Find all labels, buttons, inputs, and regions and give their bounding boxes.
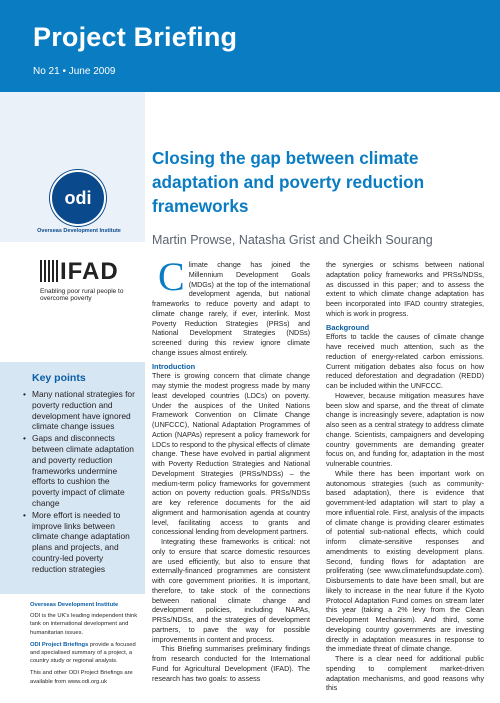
body-paragraph: There is a clear need for additional public spending to complement market-driven adaptation mechanisms, and good reasons why this — [326, 654, 484, 693]
article-title: Closing the gap between climate adaptation and poverty reduction frameworks — [152, 148, 425, 216]
key-point-item: • Gaps and disconnects between climate adaptation and poverty reduction frameworks undermine efforts to cushion the poverty impact of climate change — [32, 433, 137, 509]
key-points-heading: Key points — [32, 372, 86, 384]
ifad-name: IFAD — [60, 258, 119, 285]
series-title: Project Briefing — [33, 22, 238, 52]
article-authors: Martin Prowse, Natasha Grist and Cheikh Sourang — [152, 233, 433, 247]
about-briefings-label: ODI Project Briefings — [30, 641, 89, 648]
body-paragraph: Integrating these frameworks is critical: not only to ensure that scarce domestic resources are used efficiently, but also to ensure that externally-financed programmes are consistent with core government priorities. It is important, therefore, to take stock of the connections between national climate change and development policies, including NAPAs, PRSs/NDSs, and the strategies of development partners, to pave the way for possible improvements in content and process. — [152, 537, 310, 644]
about-availability: This and other ODI Project Briefings are available from www.odi.org.uk — [30, 670, 133, 685]
about-text: ODI is the UK's leading independent think tank on international development and humanitarian issues. — [30, 613, 138, 636]
body-paragraph: There is growing concern that climate change may stymie the modest progress made by many least developed countries (LDCs) on poverty. Under the auspices of the United Nations Framework Convention on Climate Change (UNFCCC), National Adaptation Programmes of Action (NAPAs) represent a policy framework for LDCs to respond to the physical effects of climate change. These have evolved in partial alignment with Poverty Reduction Strategies and National Development Strategies (PRSs/NDSs) – the medium-term policy frameworks for government action on poverty reduction goals. PRSs/NDSs are key reference documents for the aid alignment and harmonisation agenda at country level, facilitating access to grants and concessional lending from development partners. — [152, 371, 310, 537]
ifad-bars-icon — [40, 260, 58, 282]
body-paragraph: This Briefing summarises preliminary findings from research conducted for the International Fund for Agricultural Development (IFAD). The research has two goals: to assess — [152, 644, 310, 683]
ifad-logo — [40, 258, 140, 302]
body-paragraph: However, because mitigation measures have been slow and sparse, and the threat of climate change is increasingly severe, adaptation is now also seen as a central strategy to address climate change. Scientists, campaigners and developing country governments are demanding greater focus on, and funding for, adaptation in the most vulnerable countries. — [326, 390, 484, 468]
ifad-tagline: Enabling poor rural people to overcome poverty — [40, 288, 124, 302]
odi-logo-caption: Overseas Development Institute — [37, 228, 121, 234]
intro-paragraph: Climate change has joined the Millennium Development Goals (MDGs) at the top of the international development agenda, but national frameworks to reduce poverty and adapt to climate change rarely, if ever, interlink. Most Poverty Reduction Strategies (PRSs) and National Development Strategies (NDSs) screened during this review ignore climate change issues almost entirely. — [152, 254, 310, 357]
body-paragraph: the synergies or schisms between national adaptation policy frameworks and PRSs/NDSs, as discussed in this paper; and to assess the extent to which climate change adaptation has been incorporated into IFAD country strategies, which is work in progress. — [326, 260, 484, 318]
drop-cap: C — [158, 254, 185, 299]
about-heading: Overseas Development Institute — [30, 602, 119, 608]
key-point-item: • Many national strategies for poverty reduction and development have ignored climate change issues — [32, 389, 137, 432]
body-paragraph: Efforts to tackle the causes of climate change have received much attention, such as the reduction of energy-related carbon emissions. Current mitigation debates also focus on how reduced deforestation and degradation (REDD) can be included within the UNFCCC. — [326, 332, 484, 390]
body-paragraph: While there has been important work on autonomous strategies (such as community-based adaptation), there is evidence that government-led adaptation will start to play a more influential role. First, analysis of the impacts of climate change is providing clearer estimates of potential sub-national effects, which could inform climate-sensitive responses and amendments to existing development plans. Second, funding flows for adaptation are proliferating (see www.climatefundsupdate.com). Disbursements to date have been small, but are likely to increase in the near future if the Kyoto Protocol Adaptation Fund comes on stream later this year (taking a 2% levy from the Clean Development Mechanism). And third, some developing country governments are investing directly in adaptation measures in response to the immediate threat of climate change. — [326, 468, 484, 654]
header-banner — [0, 0, 500, 92]
background-heading: Background — [326, 322, 370, 332]
odi-logo — [50, 170, 106, 226]
key-points-list — [32, 389, 137, 575]
about-briefings — [30, 641, 140, 666]
article-column-1 — [152, 254, 310, 683]
about-briefings-text: provide a focused and specialised summary of a project, a country study or regional analysis. — [30, 641, 136, 665]
key-points-box — [0, 362, 145, 594]
key-point-item: • More effort is needed to improve links between climate change adaptation plans and projects, and country-led poverty reduction strategies — [32, 510, 137, 575]
issue-date: No 21 • June 2009 — [33, 66, 116, 77]
introduction-heading: Introduction — [152, 361, 196, 371]
about-odi — [30, 601, 140, 690]
odi-logo-text: odi — [64, 188, 92, 208]
article-column-2 — [326, 260, 484, 693]
